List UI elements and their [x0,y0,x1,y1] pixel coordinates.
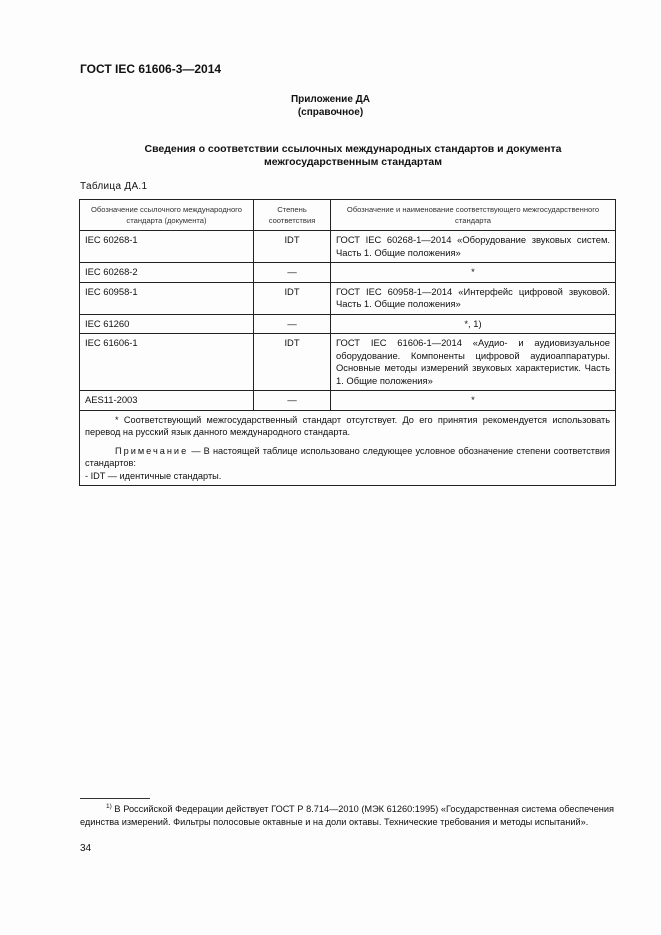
table-row [80,263,616,283]
cell-degree: IDT [254,334,331,391]
cell-ref: AES11-2003 [80,391,254,411]
page-number: 34 [80,843,92,854]
cell-national: * [331,263,616,283]
table-row [80,314,616,334]
cell-ref: IEC 61260 [80,314,254,334]
cell-ref: IEC 60268-2 [80,263,254,283]
column-header-ref: Обозначение ссылочного международного стандарта (документа) [80,200,254,231]
cell-national: * [331,391,616,411]
cell-degree: IDT [254,282,331,314]
cell-ref: IEC 61606-1 [80,334,254,391]
cell-degree: IDT [254,231,331,263]
cell-national: ГОСТ IEC 61606-1—2014 «Аудио- и аудиовизуальное оборудование. Компоненты цифровой аудиоаппаратуры. Основные методы измерений звуковых характеристик. Часть 1. Общие положения» [331,334,616,391]
table-row [80,334,616,391]
column-header-national: Обозначение и наименование соответствующего межгосударственного стандарта [331,200,616,231]
footnote-divider [80,798,150,799]
appendix-title: Приложение ДА [290,94,371,105]
table-notes [80,410,616,486]
star-footnote: * Соответствующий межгосударственный стандарт отсутствует. До его принятия рекомендуется использовать перевод на русский язык данного международного стандарта. [85,414,610,437]
cell-ref: IEC 60958-1 [80,282,254,314]
table-row [80,391,616,411]
section-title: Сведения о соответствии ссылочных международных стандартов и документа межгосударственным стандартам [144,143,562,168]
correspondence-table [79,199,616,486]
footnote-text: В Российской Федерации действует ГОСТ Р 8.714—2010 (МЭК 61260:1995) «Государственная система обеспечения единства измерений. Фильтры полосовые октавные и на доли октавы. Технические требования и методы испытаний». [80,804,614,827]
appendix-subtitle: (справочное) [297,107,364,118]
table-label: Таблица ДА.1 [80,181,148,192]
footnote-marker: 1) [106,802,112,810]
cell-national: ГОСТ IEC 60268-1—2014 «Оборудование звуковых систем. Часть 1. Общие положения» [331,231,616,263]
cell-degree: — [254,391,331,411]
cell-ref: IEC 60268-1 [80,231,254,263]
table-header-row [80,200,616,231]
note-item: - IDT — идентичные стандарты. [85,470,222,481]
cell-degree: — [254,314,331,334]
page-footnote [80,803,614,828]
document-code: ГОСТ IEC 61606-3—2014 [80,62,222,76]
table-footer-row [80,410,616,486]
appendix-heading [0,93,661,119]
cell-national: ГОСТ IEC 60958-1—2014 «Интерфейс цифровой звуковой. Часть 1. Общие положения» [331,282,616,314]
column-header-degree: Степень соответствия [254,200,331,231]
cell-degree: — [254,263,331,283]
note-paragraph [85,445,610,483]
note-label: Примечание [115,445,189,456]
table-row [80,231,616,263]
cell-national: *, 1) [331,314,616,334]
note-text: — В настоящей таблице использовано следующее условное обозначение степени соответствия стандартов: [85,445,610,468]
table-row [80,282,616,314]
